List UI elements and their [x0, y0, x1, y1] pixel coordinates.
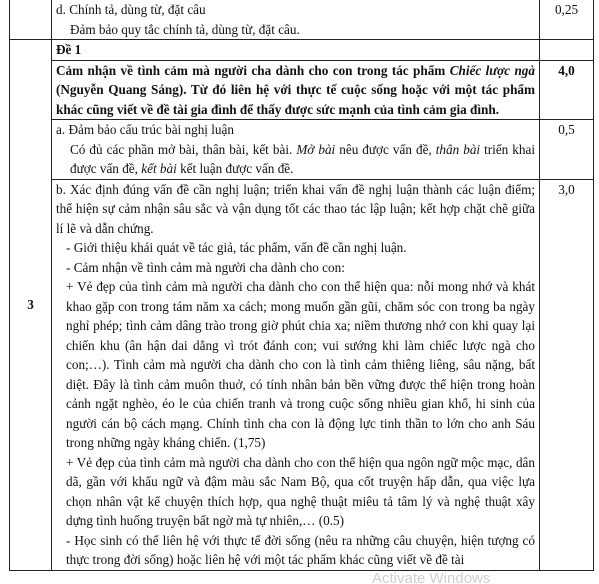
text-span-italic: Mở bài: [296, 141, 336, 157]
criteria-point: - Giới thiệu khái quát về tác giả, tác phẩm, vấn đề cần nghị luận.: [66, 240, 407, 255]
score-cell: 3,0: [540, 179, 594, 570]
text-span: kết luận được vấn đề.: [176, 161, 294, 176]
exam-label: Đề 1: [52, 40, 540, 61]
prompt-cell: [52, 60, 540, 120]
score-cell: 0,5: [540, 120, 594, 180]
table-row: [10, 120, 594, 180]
criteria-point: - Cảm nhận về tình cảm mà người cha dành cho con:: [66, 259, 345, 275]
criteria-cell: [52, 179, 540, 570]
question-number: 3: [10, 40, 52, 571]
score-cell: 4,0: [540, 60, 594, 120]
question-cell-empty: [10, 0, 52, 40]
table-row: [10, 0, 594, 40]
prompt-text-b: (Nguyễn Quang Sáng). Từ đó liên hệ với thực tế cuộc sống hoặc với một tác phẩm khác cũng viết về đề tài gia đình để thấy được sức mạnh của tình cảm gia đình.: [56, 82, 535, 117]
text-span: nêu được vấn đề,: [335, 141, 436, 157]
prompt-text-a: Cảm nhận về tình cảm mà người cha dành cho con trong tác phẩm: [56, 62, 450, 78]
criteria-cell: [52, 0, 540, 40]
table-row: [10, 40, 594, 61]
criteria-point: - Học sinh có thể liên hệ với thực tế đời sống (nêu ra những câu chuyện, hiện tượng có thực trong đời sống) hoặc liên hệ với một tác phẩm khác cũng viết về đề tài: [66, 532, 535, 567]
criteria-title: a. Đảm bảo cấu trúc bài nghị luận: [56, 122, 234, 137]
text-span: triển khai được vấn đề,: [70, 141, 536, 176]
criteria-point: + Vẻ đẹp của tình cảm mà người cha dành cho con thể hiện qua ngôn ngữ mộc mạc, dân dã, gần với khẩu ngữ và đậm màu sắc Nam Bộ, qua cốt truyện hấp dẫn, qua việc lựa chọn nhân vật kể chuyện thích hợp, qua nghệ thuật miêu tả tâm lý và nghệ thuật xây dựng tình huống truyện bất ngờ mà tự nhiên,… (0.5): [66, 454, 535, 528]
score-cell-empty: [540, 40, 594, 61]
text-span: Có đủ các phần mở bài, thân bài, kết bài.: [70, 141, 297, 157]
criteria-point: + Vẻ đẹp của tình cảm mà người cha dành cho con thể hiện qua: nỗi mong nhớ và khát khao gặp con trong tám năm xa cách; mong muốn gần gũi, chăm sóc con trong ba ngày nghỉ phép; tình cảm dâng trào trong giờ phút chia xa; niềm thương nhớ con khi quay lại chiến khu (ân hận dai dẳng vì trót đánh con; vui sướng khi làm chiếc lược ngà cho con;…). Tình cảm mà người cha dành cho con là tình cảm thiêng liêng, sâu nặng, bất diệt. Đây là tình cảm muôn thuở, có tính nhân bản bền vững được thể hiện trong hoàn cảnh ngặt nghèo, éo le của chiến tranh và trong cuộc sống nhiều gian khổ, hi sinh của người cán bộ cách mạng. Chính tình cha con là động lực tinh thần to lớn cho anh Sáu trong những ngày kháng chiến. (1,75): [66, 279, 535, 450]
criteria-title: d. Chính tả, dùng từ, đặt câu: [56, 2, 206, 17]
criteria-body: [56, 140, 535, 179]
criteria-body: Đảm bảo quy tắc chính tả, dùng từ, đặt câu.: [70, 21, 300, 37]
score-cell: 0,25: [540, 0, 594, 40]
os-watermark: Activate Windows: [372, 570, 491, 584]
table-row: [10, 60, 594, 120]
criteria-cell: [52, 120, 540, 180]
text-span-italic: kết bài: [141, 161, 177, 176]
scoring-table: [9, 0, 594, 571]
table-row: [10, 179, 594, 570]
text-span-italic: thân bài: [435, 141, 481, 157]
criteria-title: b. Xác định đúng vấn đề cần nghị luận; triển khai vấn đề nghị luận thành các luận điểm; thể hiện sự cảm nhận sâu sắc và vận dụng tốt các thao tác lập luận; kết hợp chặt chẽ giữa lí lẽ và dẫn chứng.: [56, 181, 535, 236]
prompt-work-title: Chiếc lược ngà: [449, 62, 535, 78]
